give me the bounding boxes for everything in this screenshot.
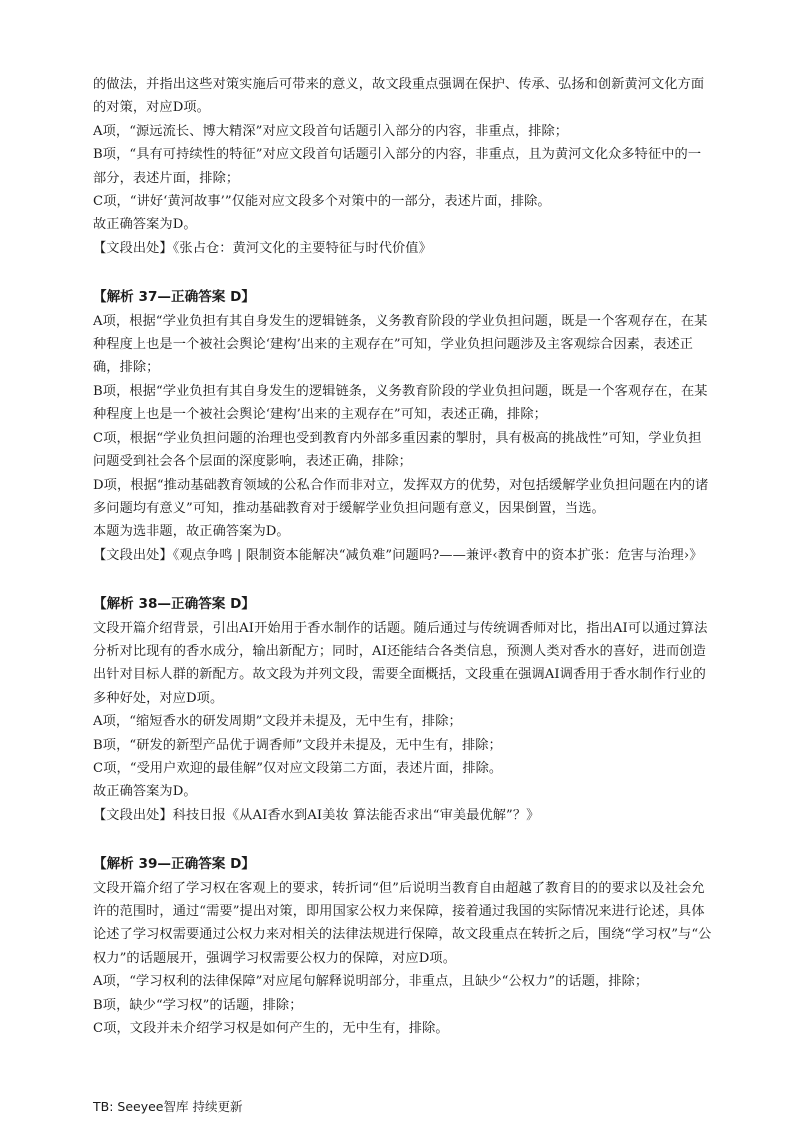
section-heading: 【解析 39—正确答案 D】	[93, 856, 256, 873]
option-c-analysis: C项，根据“学业负担问题的治理也受到教育内外部多重因素的掣肘，具有极高的挑战性”可知，学业负担问题受到社会各个层面的深度影响，表述正确，排除；	[93, 430, 702, 470]
source-line: 【文段出处】《张占仓：黄河文化的主要特征与时代价值》	[93, 240, 432, 256]
section-heading: 【解析 37—正确答案 D】	[93, 289, 256, 306]
analysis-37	[93, 286, 713, 567]
option-a-analysis: A项，根据“学业负担有其自身发生的逻辑链条，义务教育阶段的学业负担问题，既是一个客观存在，在某种程度上也是一个被社会舆论‘建构’出来的主观存在”可知，学业负担问题涉及主客观综合因素，表述正确，排除；	[93, 313, 708, 376]
option-a-analysis: A项，“缩短香水的研发周期”文段并未提及，无中生有，排除；	[93, 714, 462, 730]
option-b-analysis: B项，缺少“学习权”的话题，排除；	[93, 997, 303, 1013]
option-c-analysis: C项，“讲好‘黄河故事’”仅能对应文段多个对策中的一部分，表述片面，排除。	[93, 194, 551, 210]
section-heading: 【解析 38—正确答案 D】	[93, 596, 256, 613]
option-b-analysis: B项，根据“学业负担有其自身发生的逻辑链条，义务教育阶段的学业负担问题，既是一个客观存在，在某种程度上也是一个被社会舆论‘建构’出来的主观存在”可知，表述正确，排除；	[93, 383, 708, 423]
page-footer: TB: Seeyee智库 持续更新	[93, 1099, 243, 1114]
answer-line: 故正确答案为D。	[93, 217, 197, 233]
analysis-38	[93, 593, 713, 827]
paragraph: 文段开篇介绍背景，引出AI开始用于香水制作的话题。随后通过与传统调香师对比，指出AI可以通过算法分析对比现有的香水成分，输出新配方；同时，AI还能结合各类信息，预测人类对香水的喜好，进而创造出针对目标人群的新配方。故文段为并列文段，需要全面概括，文段重在强调AI调香用于香水制作行业的多种好处，对应D项。	[93, 620, 708, 706]
option-c-analysis: C项，文段并未介绍学习权是如何产生的，无中生有，排除。	[93, 1021, 449, 1037]
paragraph: 的做法，并指出这些对策实施后可带来的意义，故文段重点强调在保护、传承、弘扬和创新黄河文化方面的对策，对应D项。	[93, 77, 705, 116]
option-a-analysis: A项，“源远流长、博大精深”对应文段首句话题引入部分的内容，非重点，排除；	[93, 123, 569, 139]
analysis-39	[93, 853, 713, 1040]
paragraph: 文段开篇介绍了学习权在客观上的要求，转折词“但”后说明当教育自由超越了教育目的的要求以及社会允许的范围时，通过“需要”提出对策，即用国家公权力来保障，接着通过我国的实际情况来进行论述，具体论述了学习权需要通过公权力来对相关的法律法规进行保障，故文段重点在转折之后，围绕“学习权”与“公权力”的话题展开，强调学习权需要公权力的保障，对应D项。	[93, 880, 712, 966]
option-d-analysis: D项，根据“推动基础教育领域的公私合作而非对立，发挥双方的优势，对包括缓解学业负担问题在内的诸多问题均有意义”可知，推动基础教育对于缓解学业负担问题有意义，因果倒置，当选。	[93, 477, 709, 516]
document-body	[93, 73, 713, 1040]
source-line: 【文段出处】科技日报《从AI香水到AI美妆 算法能否求出“审美最优解”？》	[93, 807, 540, 823]
answer-line: 故正确答案为D。	[93, 784, 197, 800]
option-c-analysis: C项，“受用户欢迎的最佳解”仅对应文段第二方面，表述片面，排除。	[93, 760, 503, 776]
answer-line: 本题为选非题，故正确答案为D。	[93, 524, 290, 540]
option-b-analysis: B项，“研发的新型产品优于调香师”文段并未提及，无中生有，排除；	[93, 737, 502, 753]
source-line: 【文段出处】《观点争鸣 | 限制资本能解决“减负难”问题吗?——兼评‹教育中的资本扩张：危害与治理›》	[93, 547, 703, 563]
option-b-analysis: B项，“具有可持续性的特征”对应文段首句话题引入部分的内容，非重点，且为黄河文化众多特征中的一部分，表述片面，排除；	[93, 147, 702, 186]
option-a-analysis: A项，“学习权利的法律保障”对应尾句解释说明部分，非重点，且缺少“公权力”的话题，排除；	[93, 974, 649, 990]
analysis-36-continued	[93, 73, 713, 260]
